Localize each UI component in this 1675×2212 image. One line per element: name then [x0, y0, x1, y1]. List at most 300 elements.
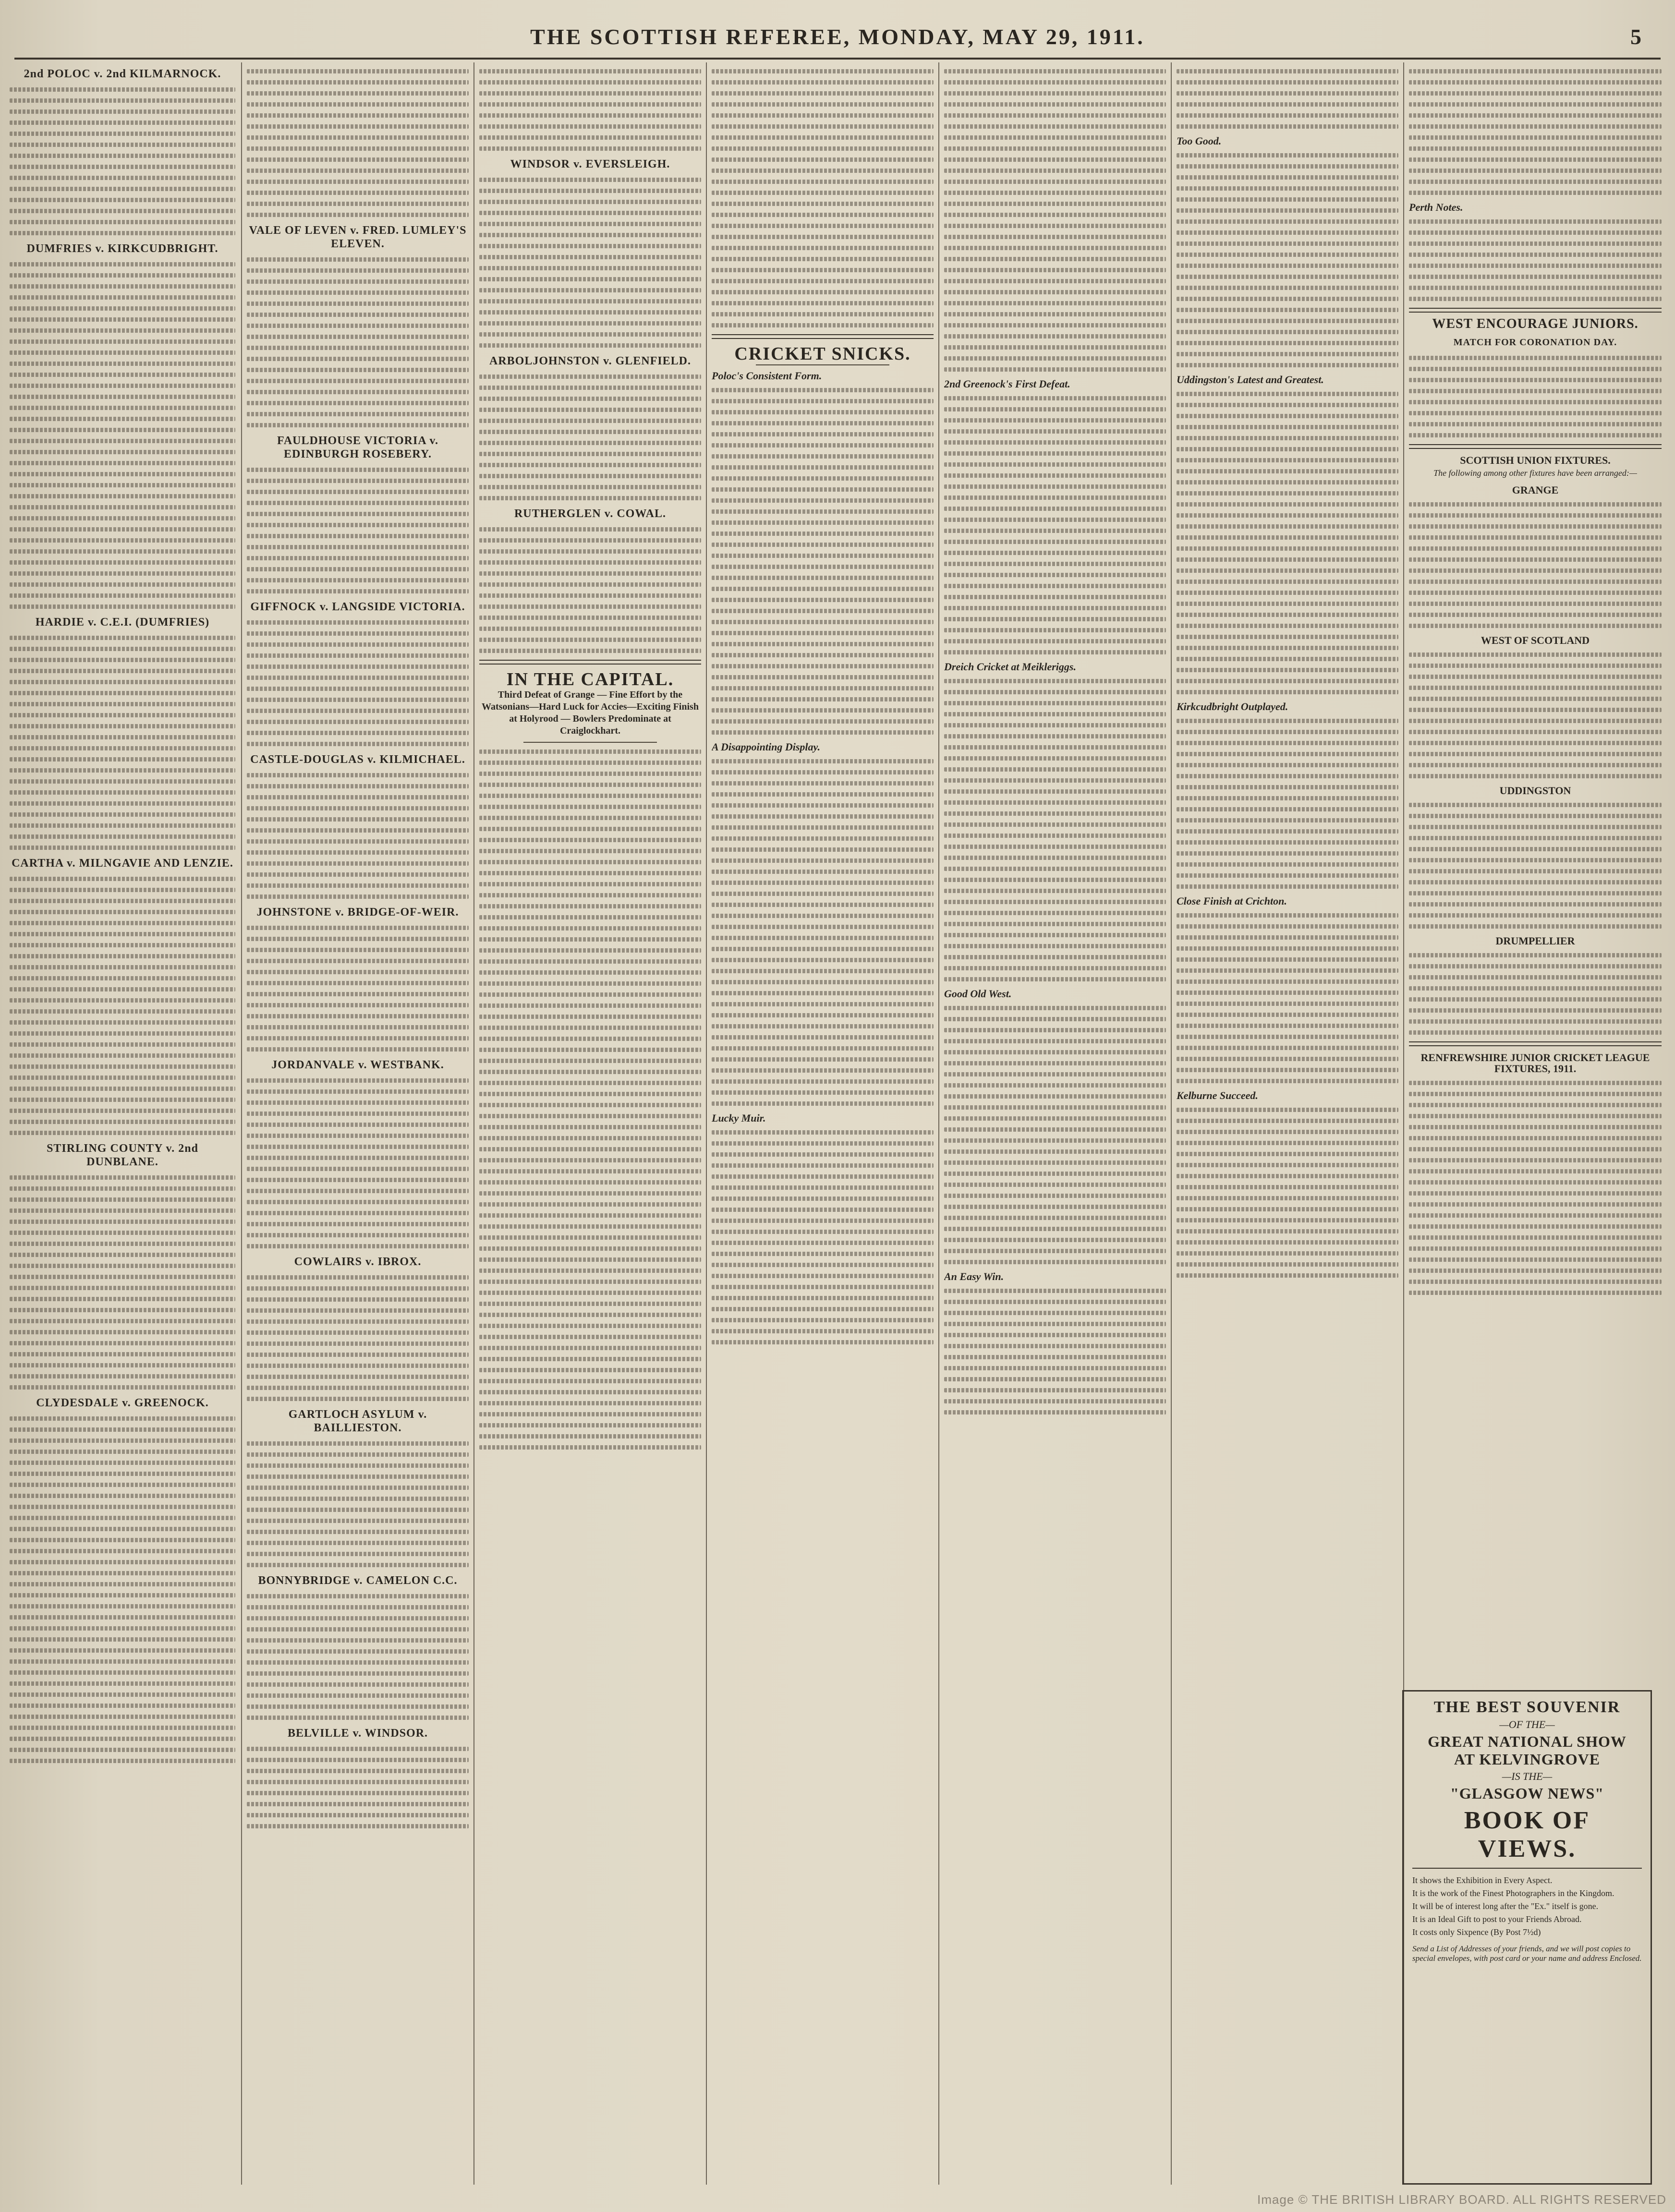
body-text-line: [247, 202, 469, 206]
body-text-line: [712, 191, 934, 195]
body-text-line: [1409, 1008, 1662, 1013]
body-text-line: [247, 390, 469, 394]
body-text-line: [712, 290, 934, 294]
body-text-line: [479, 124, 701, 129]
body-text-line: [1177, 502, 1398, 507]
body-text-line: [479, 1434, 701, 1438]
body-text-line: [10, 1308, 235, 1312]
column-7: [1409, 62, 1662, 1680]
body-text-line: [479, 783, 701, 787]
body-text-line: [1177, 1130, 1398, 1134]
body-text-line: [1177, 535, 1398, 540]
body-text-line: [944, 102, 1166, 107]
body-text-line: [712, 1241, 934, 1245]
body-text-line: [479, 616, 701, 620]
body-text-line: [1177, 913, 1398, 918]
body-text-line: [712, 1057, 934, 1062]
body-text-line: [10, 1286, 235, 1290]
col4-subhead-2: A Disappointing Display.: [712, 741, 820, 753]
body-text-line: [479, 582, 701, 587]
body-text-line: [10, 1461, 235, 1465]
body-text-line: [479, 992, 701, 997]
col6-subhead-3: Kirkcudbright Outplayed.: [1177, 701, 1288, 713]
body-text-line: [10, 987, 235, 991]
body-text-line: [10, 516, 235, 520]
body-text-line: [712, 781, 934, 786]
body-text-line: [247, 1189, 469, 1193]
body-text-line: [10, 965, 235, 969]
masthead-rule: [14, 58, 1661, 60]
body-text-line: [944, 301, 1166, 305]
col1-heading-4: CARTHA v. MILNGAVIE AND LENZIE.: [12, 857, 233, 870]
body-text-line: [10, 735, 235, 739]
body-text-line: [944, 1322, 1166, 1326]
body-text-line: [712, 268, 934, 272]
body-text-line: [1409, 774, 1662, 778]
body-text-line: [712, 1307, 934, 1311]
body-text-line: [10, 1604, 235, 1608]
body-text-line: [944, 1039, 1166, 1043]
body-text-line: [944, 191, 1166, 195]
body-text-line: [1177, 1035, 1398, 1039]
ad-line-3: GREAT NATIONAL SHOW: [1428, 1733, 1626, 1750]
body-text-line: [712, 609, 934, 613]
body-text-line: [1177, 175, 1398, 180]
section-rule: [712, 334, 934, 339]
body-text-line: [247, 1638, 469, 1643]
body-text-line: [247, 1178, 469, 1182]
body-text-line: [944, 1127, 1166, 1132]
body-text-line: [1409, 135, 1662, 140]
body-text-line: [10, 143, 235, 147]
body-text-line: [247, 1364, 469, 1368]
body-text-line: [247, 1156, 469, 1160]
body-text-line: [10, 1330, 235, 1334]
body-text-line: [1409, 356, 1662, 360]
body-text-line: [712, 1285, 934, 1289]
body-text-line: [479, 135, 701, 140]
ad-footer: Send a List of Addresses of your friends, and we will post copies to special envelopes, with post card or your name and address Enclosed.: [1412, 1944, 1642, 1963]
body-text-line: [247, 872, 469, 877]
body-text-line: [479, 959, 701, 964]
body-text-line: [944, 246, 1166, 250]
body-text-line: [247, 1244, 469, 1248]
body-text-line: [1177, 668, 1398, 672]
body-text-line: [10, 209, 235, 213]
body-text-line: [10, 1009, 235, 1014]
body-text-line: [479, 1125, 701, 1129]
column-rule: [1171, 62, 1172, 2185]
body-text-line: [944, 679, 1166, 683]
body-text-line: [712, 520, 934, 525]
body-text-line: [247, 1769, 469, 1773]
body-text-line: [247, 687, 469, 691]
body-text-line: [712, 792, 934, 797]
body-text-line: [1177, 807, 1398, 811]
body-text-line: [944, 1355, 1166, 1359]
body-text-line: [1409, 708, 1662, 712]
body-text-line: [247, 1682, 469, 1687]
body-text-line: [10, 921, 235, 925]
body-text-line: [712, 257, 934, 261]
body-text-line: [10, 154, 235, 158]
body-text-line: [247, 1616, 469, 1620]
body-text-line: [479, 761, 701, 765]
body-text-line: [247, 1758, 469, 1762]
body-text-line: [712, 246, 934, 250]
body-text-line: [479, 915, 701, 919]
body-text-line: [1409, 69, 1662, 73]
body-text-line: [10, 658, 235, 662]
body-text-line: [479, 638, 701, 642]
body-text-line: [479, 904, 701, 908]
body-text-line: [1177, 602, 1398, 606]
body-text-line: [479, 496, 701, 500]
body-text-line: [944, 473, 1166, 478]
body-text-line: [479, 1335, 701, 1339]
body-text-line: [712, 598, 934, 602]
body-text-line: [10, 165, 235, 169]
image-credit: Image © THE BRITISH LIBRARY BOARD. ALL RIGHTS RESERVED: [1257, 2192, 1666, 2207]
body-text-line: [10, 231, 235, 235]
body-text-line: [10, 483, 235, 487]
body-text-line: [10, 1571, 235, 1575]
body-text-line: [1177, 403, 1398, 407]
body-text-line: [712, 1263, 934, 1267]
body-text-line: [10, 779, 235, 784]
body-text-line: [247, 302, 469, 306]
body-text-line: [479, 1092, 701, 1096]
body-text-line: [712, 1219, 934, 1223]
body-text-line: [712, 113, 934, 118]
body-text-line: [247, 213, 469, 217]
ad-line-5: —IS THE—: [1502, 1770, 1553, 1782]
body-text-line: [1177, 524, 1398, 529]
body-text-line: [1409, 730, 1662, 734]
body-text-line: [944, 396, 1166, 400]
body-text-line: [1409, 1280, 1662, 1284]
body-text-line: [1177, 719, 1398, 723]
body-text-line: [479, 849, 701, 853]
body-text-line: [1409, 389, 1662, 393]
body-text-line: [712, 421, 934, 425]
body-text-line: [479, 91, 701, 96]
body-text-line: [1177, 785, 1398, 789]
body-text-line: [10, 384, 235, 388]
body-text-line: [10, 790, 235, 795]
body-text-line: [479, 1423, 701, 1427]
body-text-line: [1177, 242, 1398, 246]
ad-bullet: It is the work of the Finest Photographers in the Kingdom.: [1412, 1888, 1614, 1898]
body-text-line: [479, 1048, 701, 1052]
body-text-line: [247, 1594, 469, 1598]
body-text-line: [247, 1233, 469, 1237]
body-text-line: [944, 701, 1166, 705]
body-text-line: [712, 1101, 934, 1106]
body-text-line: [1177, 164, 1398, 169]
body-text-line: [944, 180, 1166, 184]
body-text-line: [1177, 1185, 1398, 1189]
body-text-line: [1177, 352, 1398, 356]
body-text-line: [10, 1759, 235, 1763]
body-text-line: [10, 702, 235, 706]
body-text-line: [712, 1068, 934, 1073]
body-text-line: [247, 1802, 469, 1806]
body-text-line: [247, 709, 469, 713]
body-text-line: [1409, 1103, 1662, 1107]
body-text-line: [1177, 208, 1398, 213]
body-text-line: [247, 1486, 469, 1490]
body-text-line: [712, 80, 934, 85]
body-text-line: [479, 430, 701, 434]
body-text-line: [479, 593, 701, 598]
body-text-line: [1177, 436, 1398, 440]
body-text-line: [944, 334, 1166, 338]
col2-heading-4: CASTLE-DOUGLAS v. KILMICHAEL.: [250, 753, 465, 766]
body-text-line: [10, 1715, 235, 1719]
body-text-line: [944, 889, 1166, 893]
body-text-line: [247, 1660, 469, 1665]
body-text-line: [944, 1249, 1166, 1253]
body-text-line: [479, 1169, 701, 1173]
body-text-line: [247, 401, 469, 405]
body-text-line: [944, 911, 1166, 915]
body-text-line: [479, 1081, 701, 1085]
drumpellier-heading: DRUMPELLIER: [1495, 935, 1575, 947]
body-text-line: [247, 157, 469, 162]
body-text-line: [1409, 124, 1662, 129]
body-text-line: [479, 200, 701, 204]
body-text-line: [10, 910, 235, 914]
body-text-line: [10, 943, 235, 947]
body-text-line: [1177, 679, 1398, 683]
section-rule: [1409, 308, 1662, 313]
body-text-line: [1409, 1202, 1662, 1207]
body-text-line: [1409, 1136, 1662, 1140]
body-text-line: [247, 1025, 469, 1029]
body-text-line: [10, 691, 235, 695]
body-text-line: [247, 850, 469, 855]
body-text-line: [247, 1704, 469, 1709]
col5-subhead-4: An Easy Win.: [944, 1270, 1004, 1282]
body-text-line: [712, 881, 934, 885]
body-text-line: [479, 189, 701, 193]
body-text-line: [944, 845, 1166, 849]
body-text-line: [479, 1346, 701, 1350]
body-text-line: [479, 1103, 701, 1107]
column-1: [10, 62, 235, 2185]
body-text-line: [479, 288, 701, 292]
body-text-line: [1177, 458, 1398, 462]
body-text-line: [10, 680, 235, 684]
body-text-line: [1177, 796, 1398, 800]
body-text-line: [479, 1313, 701, 1317]
body-text-line: [1409, 191, 1662, 195]
body-text-line: [247, 379, 469, 383]
body-text-line: [712, 1296, 934, 1300]
body-text-line: [1409, 902, 1662, 907]
body-text-line: [1177, 568, 1398, 573]
body-text-line: [1409, 964, 1662, 968]
body-text-line: [247, 191, 469, 195]
body-text-line: [944, 723, 1166, 727]
body-text-line: [479, 1191, 701, 1196]
body-text-line: [10, 593, 235, 598]
body-text-line: [1177, 957, 1398, 962]
uddingston-heading: UDDINGSTON: [1499, 785, 1571, 797]
body-text-line: [247, 346, 469, 350]
body-text-line: [712, 980, 934, 984]
body-text-line: [247, 1089, 469, 1094]
body-text-line: [479, 266, 701, 270]
body-text-line: [944, 800, 1166, 805]
body-text-line: [944, 966, 1166, 970]
body-text-line: [247, 180, 469, 184]
body-text-line: [712, 936, 934, 940]
body-text-line: [479, 871, 701, 875]
body-text-line: [712, 1141, 934, 1146]
body-text-line: [247, 839, 469, 844]
body-text-line: [10, 560, 235, 565]
body-text-line: [479, 277, 701, 281]
body-text-line: [1177, 546, 1398, 551]
col3-heading-1: WINDSOR v. EVERSLEIGH.: [510, 158, 670, 170]
body-text-line: [10, 1297, 235, 1301]
body-text-line: [712, 279, 934, 283]
body-text-line: [247, 1297, 469, 1302]
body-text-line: [1177, 752, 1398, 756]
body-text-line: [247, 1497, 469, 1501]
body-text-line: [479, 474, 701, 478]
col4-subhead-1: Poloc's Consistent Form.: [712, 370, 822, 382]
body-text-line: [944, 224, 1166, 228]
body-text-line: [944, 169, 1166, 173]
body-text-line: [247, 1441, 469, 1446]
body-text-line: [479, 332, 701, 337]
body-text-line: [944, 617, 1166, 621]
body-text-line: [479, 560, 701, 565]
body-text-line: [10, 1231, 235, 1235]
body-text-line: [712, 410, 934, 414]
body-text-line: [1177, 1207, 1398, 1211]
body-text-line: [247, 1563, 469, 1567]
body-text-line: [247, 1003, 469, 1007]
body-text-line: [479, 1291, 701, 1295]
body-text-line: [944, 856, 1166, 860]
body-text-line: [712, 465, 934, 470]
body-text-line: [10, 284, 235, 289]
body-text-line: [712, 565, 934, 569]
body-text-line: [10, 647, 235, 651]
body-text-line: [10, 571, 235, 576]
body-text-line: [1409, 814, 1662, 818]
body-text-line: [1409, 253, 1662, 257]
body-text-line: [247, 523, 469, 527]
in-the-capital-deck: Third Defeat of Grange — Fine Effort by the Watsonians—Hard Luck for Accies—Exciting Finish at Holyrood — Bowlers Predominate at Craiglockhart.: [482, 689, 699, 736]
body-text-line: [1409, 858, 1662, 862]
body-text-line: [1177, 124, 1398, 129]
body-text-line: [944, 573, 1166, 577]
body-text-line: [1409, 869, 1662, 873]
body-text-line: [247, 1112, 469, 1116]
body-text-line: [479, 1324, 701, 1328]
body-text-line: [944, 440, 1166, 445]
body-text-line: [1177, 392, 1398, 396]
body-text-line: [712, 543, 934, 547]
body-text-line: [1177, 102, 1398, 107]
body-text-line: [247, 1530, 469, 1534]
body-text-line: [1177, 1240, 1398, 1245]
body-text-line: [712, 697, 934, 701]
body-text-line: [1409, 653, 1662, 657]
body-text-line: [944, 213, 1166, 217]
body-text-line: [1409, 242, 1662, 246]
body-text-line: [479, 299, 701, 303]
body-text-line: [712, 135, 934, 140]
body-text-line: [479, 343, 701, 348]
body-text-line: [1409, 1269, 1662, 1273]
body-text-line: [712, 388, 934, 392]
body-text-line: [247, 69, 469, 73]
body-text-line: [1409, 825, 1662, 829]
body-text-line: [712, 587, 934, 591]
ad-line-1: THE BEST SOUVENIR: [1433, 1698, 1621, 1716]
body-text-line: [10, 1692, 235, 1697]
col2-heading-10: BELVILLE v. WINDSOR.: [287, 1727, 428, 1740]
body-text-line: [10, 339, 235, 344]
body-text-line: [1409, 1019, 1662, 1024]
body-text-line: [10, 98, 235, 103]
body-text-line: [944, 562, 1166, 566]
body-text-line: [712, 443, 934, 447]
body-text-line: [10, 1220, 235, 1224]
body-text-line: [944, 451, 1166, 456]
body-text-line: [10, 176, 235, 180]
column-3: [479, 62, 701, 2185]
body-text-line: [1177, 491, 1398, 496]
body-text-line: [10, 373, 235, 377]
body-text-line: [944, 922, 1166, 926]
body-text-line: [10, 976, 235, 980]
body-text-line: [479, 1357, 701, 1361]
body-text-line: [712, 708, 934, 713]
col7-heading-2: MATCH FOR CORONATION DAY.: [1453, 337, 1617, 348]
body-text-line: [247, 290, 469, 295]
body-text-line: [1409, 847, 1662, 851]
col2-heading-6: JORDANVALE v. WESTBANK.: [271, 1059, 444, 1071]
body-text-line: [247, 1014, 469, 1018]
body-text-line: [10, 351, 235, 355]
column-2: [247, 62, 469, 2185]
body-text-line: [10, 604, 235, 609]
body-text-line: [479, 222, 701, 226]
body-text-line: [10, 439, 235, 443]
col4-subhead-3: Lucky Muir.: [712, 1112, 766, 1124]
masthead: [0, 19, 1675, 58]
body-text-line: [10, 549, 235, 554]
body-text-line: [10, 306, 235, 311]
col6-subhead-2: Uddingston's Latest and Greatest.: [1177, 374, 1324, 386]
body-text-line: [712, 1002, 934, 1006]
body-text-line: [1409, 297, 1662, 301]
body-text-line: [10, 1374, 235, 1378]
body-text-line: [712, 1318, 934, 1322]
body-text-line: [712, 1174, 934, 1179]
body-text-line: [247, 1134, 469, 1138]
body-text-line: [1177, 613, 1398, 617]
body-text-line: [247, 1100, 469, 1105]
body-text-line: [479, 649, 701, 653]
